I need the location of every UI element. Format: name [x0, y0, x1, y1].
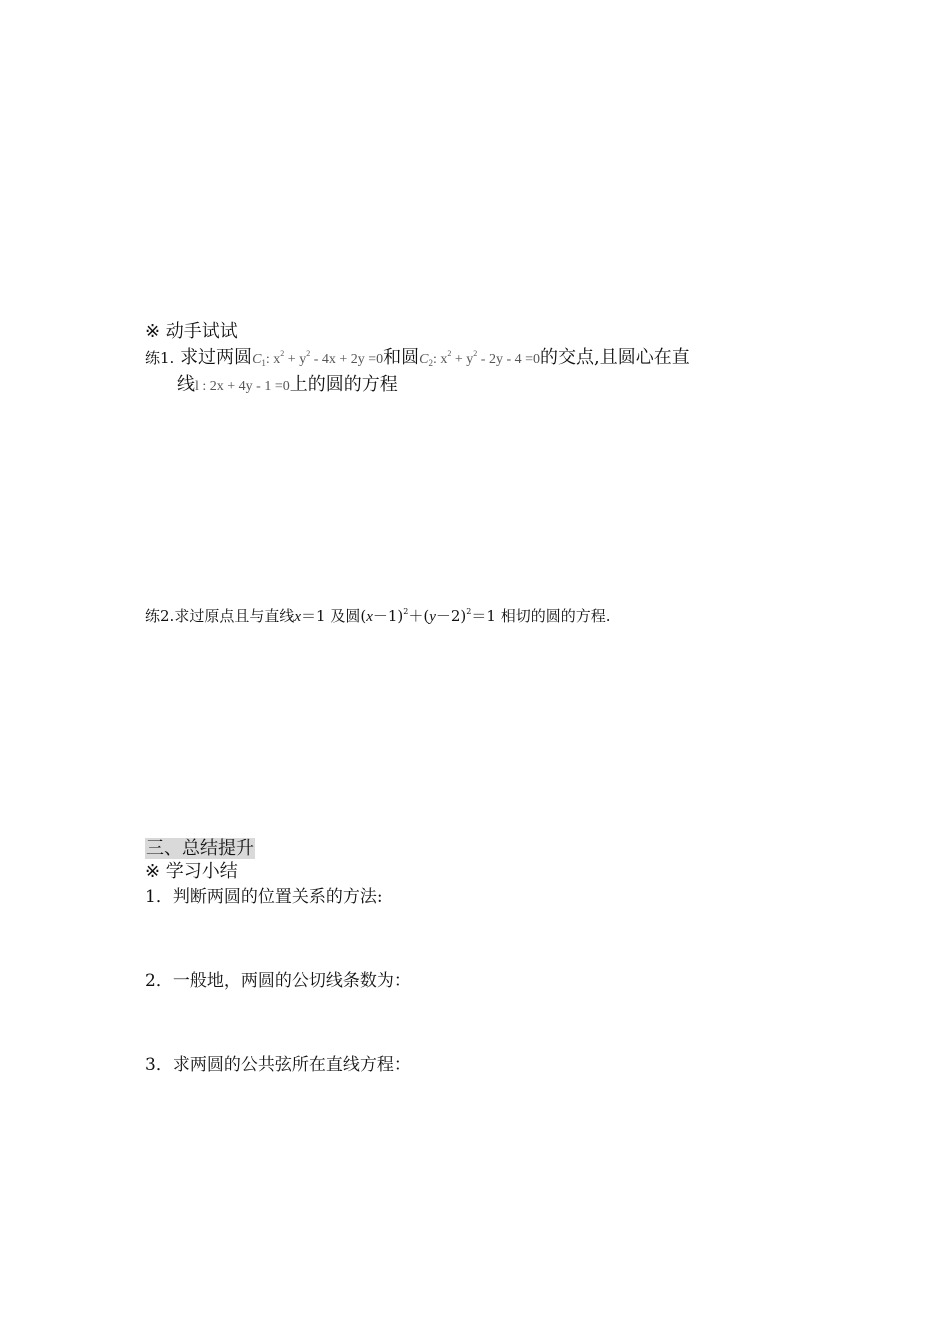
connector-text: 和圆	[383, 347, 420, 368]
superscript: 2	[466, 607, 472, 616]
circle-c1-equation: $C_1$: $x^2 + y^2 - 4x + 2y =0$	[252, 349, 384, 368]
summary-item-3: 3．求两圆的公共弦所在直线方程：	[145, 1055, 411, 1075]
summary-item-1: 1．判断两圆的位置关系的方法:	[145, 887, 383, 907]
math-text: －1)	[372, 607, 404, 625]
exercise-text-end: 上的圆的方程	[289, 374, 398, 395]
highlighted-title: 三、总结提升	[146, 838, 254, 859]
exercise-1-line-2	[177, 370, 398, 396]
exercise-number: 1.	[160, 349, 175, 367]
math-text: ＋(	[408, 607, 430, 625]
section-title-try: ※ 动手试试	[145, 321, 238, 342]
sub-title-learning-summary: ※ 学习小结	[145, 861, 238, 882]
math-text: －2)	[435, 607, 467, 625]
summary-item-2: 2．一般地，两圆的公切线条数为：	[145, 971, 411, 991]
exercise-text-end: ＝1 相切的圆的方程.	[471, 607, 611, 625]
exercise-text: 求过原点且与直线	[174, 607, 295, 625]
exercise-number: 2.	[160, 607, 175, 625]
exercise-1-line-1	[145, 343, 690, 369]
exercise-text: 求过两圆	[180, 347, 253, 368]
math-x: x	[366, 609, 373, 625]
line-l-equation: l : 2x + 4y - 1 =0	[195, 379, 290, 394]
exercise-prefix: 练	[145, 607, 161, 625]
exercise-text-continued: 的交点,且圆心在直	[540, 347, 690, 368]
circle-c2-equation: $C_2$: $x^2 + y^2 - 2y - 4 =0$	[419, 349, 541, 368]
exercise-text: 线	[177, 374, 195, 395]
exercise-2	[145, 605, 610, 626]
math-y: y	[429, 609, 436, 625]
exercise-prefix: 练	[145, 349, 161, 367]
superscript: 2	[403, 607, 409, 616]
math-x: x	[294, 609, 302, 625]
math-text: ＝1 及圆(	[301, 607, 367, 625]
